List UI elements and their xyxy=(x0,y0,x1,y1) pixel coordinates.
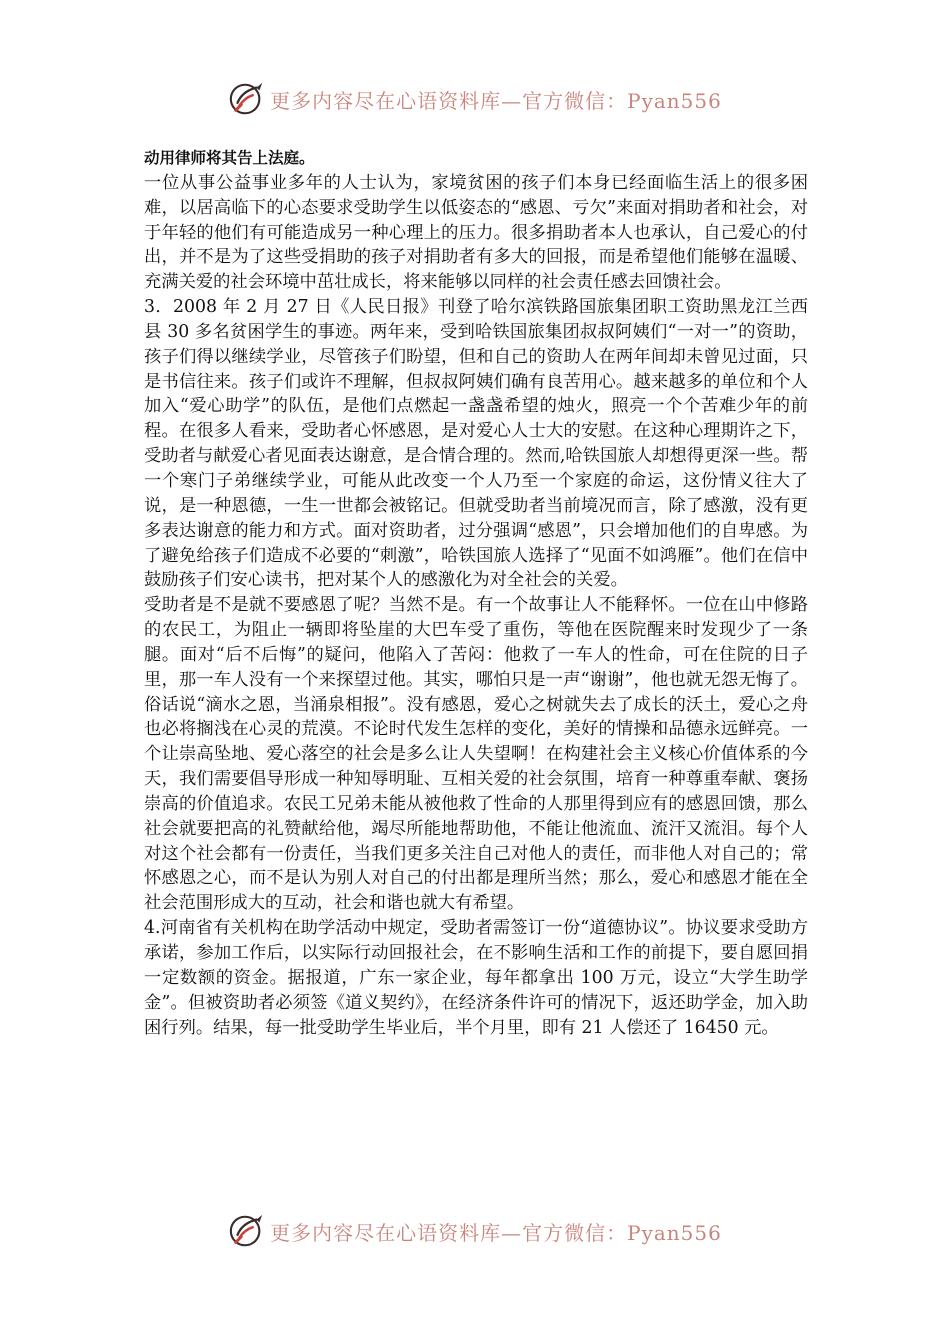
header-banner-text: 更多内容尽在心语资料库—官方微信：Pyan556 xyxy=(270,88,722,113)
paragraph: 3．2008 年 2 月 27 日《人民日报》刊登了哈尔滨铁路国旅集团职工资助黑龙江兰西县 30 多名贫困学生的事迹。两年来，受到哈铁国旅集团叔叔阿姨们“一对一”的资助，孩子们得以继续学业，尽管孩子们盼望，但和自己的资助人在两年间却未曾见过面，只是书信往来。孩子们或许不理解，但叔叔阿姨们确有良苦用心。越来越多的单位和个人加入“爱心助学”的队伍，是他们点燃起一盏盏希望的烛火，照亮一个个苦难少年的前程。在很多人看来，受助者心怀感恩，是对爱心人士大的安慰。在这种心理期许之下，受助者与献爱心者见面表达谢意，是合情合理的。然而,哈铁国旅人却想得更深一些。帮一个寒门子弟继续学业，可能从此改变一个人乃至一个家庭的命运，这份情义往大了说，是一种恩德，一生一世都会被铭记。但就受助者当前境况而言，除了感激，没有更多表达谢意的能力和方式。面对资助者，过分强调“感恩”，只会增加他们的自卑感。为了避免给孩子们造成不必要的“刺激”，哈铁国旅人选择了“见面不如鸿雁”。他们在信中鼓励孩子们安心读书，把对某个人的感激化为对全社会的关爱。 xyxy=(144,297,808,591)
paragraph: 4.河南省有关机构在助学活动中规定，受助者需签订一份“道德协议”。协议要求受助方承诺，参加工作后，以实际行动回报社会，在不影响生活和工作的前提下，要自愿回捐一定数额的资金。据报道，广东一家企业，每年都拿出 100 万元，设立“大学生助学金”。但被资助者必须签《道义契约》，在经济条件许可的情况下，返还助学金，加入助困行列。结果，每一批受助学生毕业后，半个月里，即有 21 人偿还了 16450 元。 xyxy=(144,918,808,1038)
body-text xyxy=(144,146,808,1040)
paragraph: 受助者是不是就不要感恩了呢？当然不是。有一个故事让人不能释怀。一位在山中修路的农民工，为阻止一辆即将坠崖的大巴车受了重伤，等他在医院醒来时发现少了一条腿。面对“后不后悔”的疑问，他陷入了苦闷：他救了一车人的性命，可在住院的日子里，那一车人没有一个来探望过他。其实，哪怕只是一声“谢谢”，他也就无怨无悔了。俗话说“滴水之恩，当涌泉相报”。没有感恩，爱心之树就失去了成长的沃土，爱心之舟也必将搁浅在心灵的荒漠。不论时代发生怎样的变化，美好的情操和品德永远鲜亮。一个让崇高坠地、爱心落空的社会是多么让人失望啊！在构建社会主义核心价值体系的今天，我们需要倡导形成一种知辱明耻、互相关爱的社会氛围，培育一种尊重奉献、褒扬崇高的价值追求。农民工兄弟未能从被他救了性命的人那里得到应有的感恩回馈，那么社会就要把高的礼赞献给他，竭尽所能地帮助他，不能让他流血、流汗又流泪。每个人对这个社会都有一份责任，当我们更多关注自己对他人的责任，而非他人对自己的；常怀感恩之心，而不是认为别人对自己的付出都是理所当然；那么，爱心和感恩才能在全社会范围形成大的互动，社会和谐也就大有希望。 xyxy=(144,595,808,914)
paragraph-continuation: 动用律师将其告上法庭。 xyxy=(144,149,315,167)
paragraph: 一位从事公益事业多年的人士认为，家境贫困的孩子们本身已经面临生活上的很多困难，以居高临下的心态要求受助学生以低姿态的“感恩、亏欠”来面对捐助者和社会，对于年轻的他们有可能造成另一种心理上的压力。很多捐助者本人也承认，自己爱心的付出，并不是为了这些受捐助的孩子对捐助者有多大的回报，而是希望他们能够在温暖、充满关爱的社会环境中茁壮成长，将来能够以同样的社会责任感去回馈社会。 xyxy=(144,172,808,293)
footer-banner-text: 更多内容尽在心语资料库—官方微信：Pyan556 xyxy=(270,1220,722,1245)
footer-banner xyxy=(0,1206,950,1256)
pen-logo-icon xyxy=(228,80,266,118)
pen-logo-icon xyxy=(228,1212,266,1250)
header-banner xyxy=(0,74,950,124)
